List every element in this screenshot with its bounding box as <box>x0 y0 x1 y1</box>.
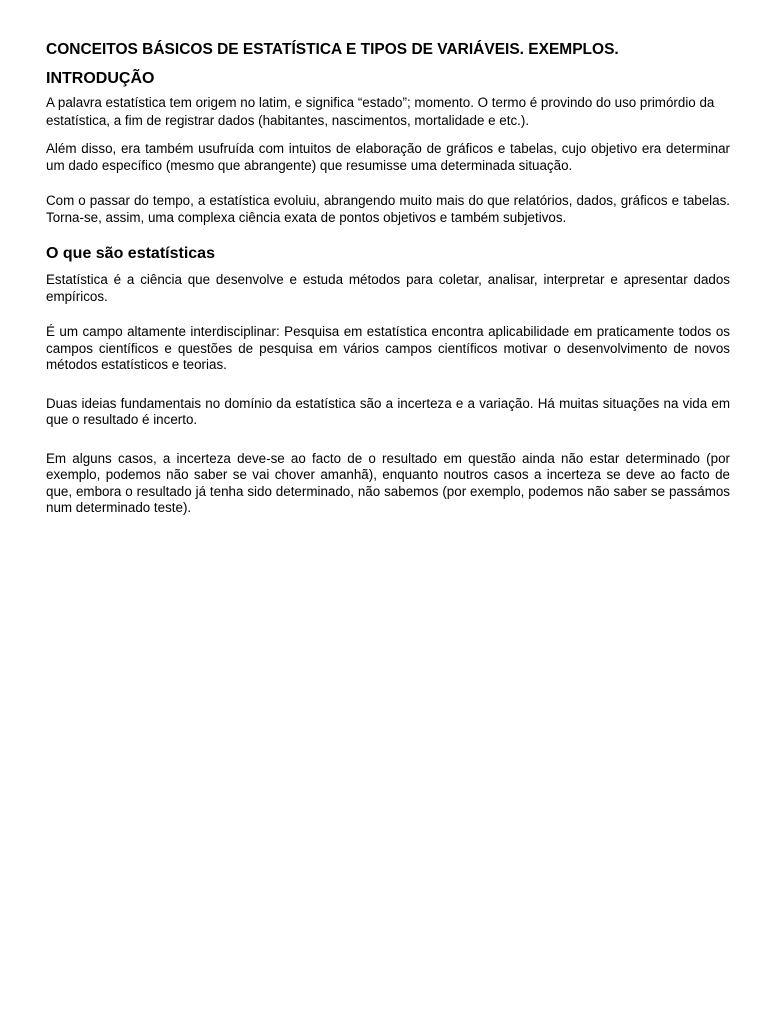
document-page <box>46 40 730 517</box>
paragraph: A palavra estatística tem origem no latim, e significa “estado”; momento. O termo é provindo do uso primórdio da estatística, a fim de registrar dados (habitantes, nascimentos, mortalidade e etc.). <box>46 95 715 128</box>
document-title: CONCEITOS BÁSICOS DE ESTATÍSTICA E TIPOS DE VARIÁVEIS. EXEMPLOS. <box>46 41 619 58</box>
paragraph: Em alguns casos, a incerteza deve-se ao facto de o resultado em questão ainda não estar determinado (por exemplo, podemos não saber se vai chover amanhã), enquanto noutros casos a incerteza se deve ao facto de que, embora o resultado já tenha sido determinado, não sabemos (por exemplo, podemos não saber se passámos num determinado teste). <box>46 450 730 515</box>
paragraph: Além disso, era também usufruída com intuitos de elaboração de gráficos e tabelas, cujo objetivo era determinar um dado específico (mesmo que abrangente) que resumisse uma determinada situação. <box>46 141 730 173</box>
section-heading-introducao: INTRODUÇÃO <box>46 70 155 87</box>
paragraph: É um campo altamente interdisciplinar: Pesquisa em estatística encontra aplicabilidade em praticamente todos os campos científicos e questões de pesquisa em vários campos científicos motivar o desenvolvimento de novos métodos estatísticos e teorias. <box>46 324 730 372</box>
paragraph: Duas ideias fundamentais no domínio da estatística são a incerteza e a variação. Há muitas situações na vida em que o resultado é incerto. <box>46 395 730 427</box>
section-heading-o-que-sao-estatisticas: O que são estatísticas <box>46 245 215 262</box>
paragraph: Com o passar do tempo, a estatística evoluiu, abrangendo muito mais do que relatórios, dados, gráficos e tabelas. Torna-se, assim, uma complexa ciência exata de pontos objetivos e também subjetivos. <box>46 193 730 225</box>
paragraph: Estatística é a ciência que desenvolve e estuda métodos para coletar, analisar, interpretar e apresentar dados empíricos. <box>46 272 730 304</box>
